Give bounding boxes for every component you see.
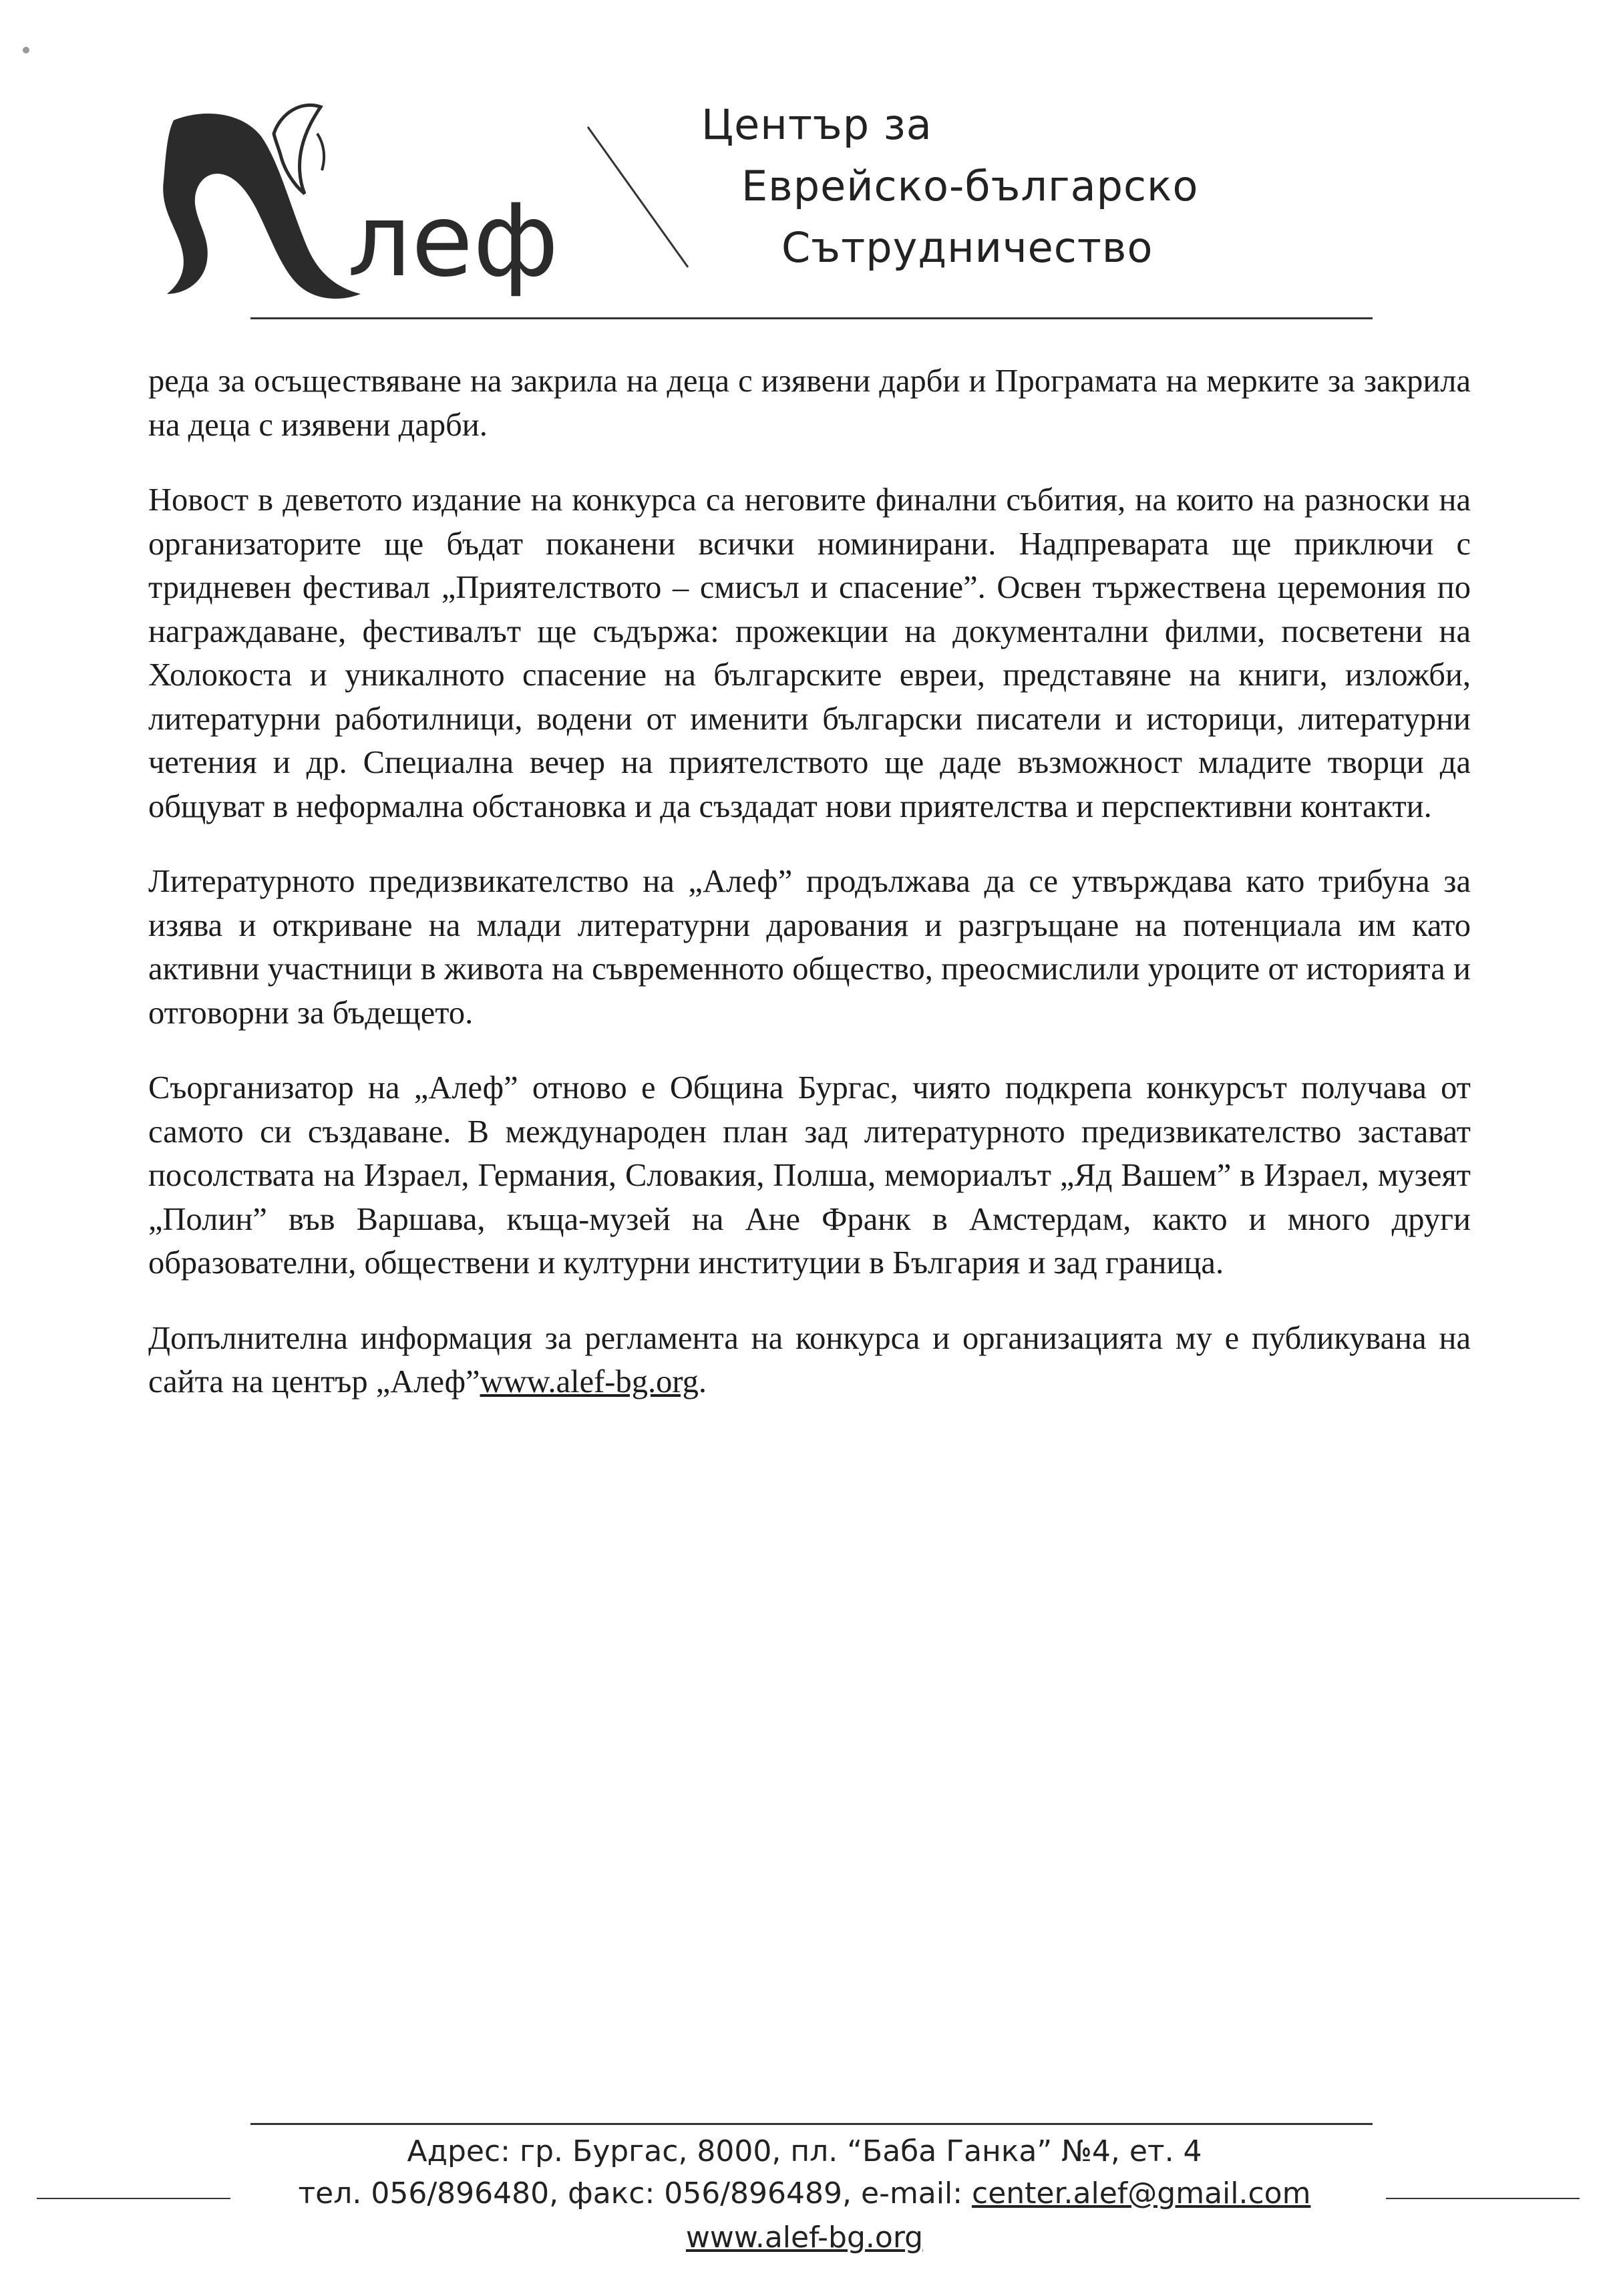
org-name-line-3: Сътрудничество: [781, 223, 1153, 272]
logo-text: леф: [347, 183, 559, 299]
footer-phone-fax: тел. 056/896480, факс: 056/896489, e-mail:: [298, 2176, 972, 2210]
paragraph-5-text: Допълнителна информация за регламента на конкурса и организацията му е публикувана на сайта на център „Алеф”: [148, 1320, 1471, 1400]
header-divider-slash: [581, 120, 695, 274]
org-name-line-1: Център за: [701, 100, 932, 149]
footer-rule-right: [1386, 2198, 1580, 2199]
paragraph-5: [148, 1317, 1471, 1404]
website-link[interactable]: www.alef-bg.org: [480, 1364, 699, 1400]
paragraph-5-end: .: [698, 1364, 707, 1400]
alef-logo: [147, 94, 561, 314]
footer-contacts: [0, 2176, 1609, 2210]
paragraph-1: реда за осъществяване на закрила на деца с изявени дарби и Програмата на мерките за закрила на деца с изявени дарби.: [148, 363, 1471, 443]
footer-website-link[interactable]: www.alef-bg.org: [685, 2221, 924, 2255]
scan-speck: [23, 47, 29, 53]
footer-address: Адрес: гр. Бургас, 8000, пл. “Баба Ганка” №4, ет. 4: [407, 2134, 1202, 2168]
footer-rule: [250, 2123, 1373, 2125]
footer-website-row: [0, 2221, 1609, 2255]
paragraph-3: Литературното предизвикателство на „Алеф” продължава да се утвърждава като трибуна за изява и откриване на млади литературни дарования и разгръщане на потенциала им като активни участници в живота на съвременното общество, преосмислили уроците от историята и отговорни за бъдещето.: [148, 864, 1471, 1031]
paragraph-4: Съорганизатор на „Алеф” отново е Община Бургас, чиято подкрепа конкурсът получава от самото си създаване. В международен план зад литературното предизвикателство застават посолствата на Израел, Германия, Словакия, Полша, мемориалът „Яд Вашем” в Израел, музеят „Полин” във Варшава, къща-музей на Ане Франк в Амстердам, както и много други образователни, обществени и културни институции в България и зад граница.: [148, 1070, 1471, 1281]
org-name-line-2: Еврейско-българско: [741, 162, 1199, 210]
letter-body: [148, 359, 1471, 1436]
footer-email-link[interactable]: center.alef@gmail.com: [972, 2176, 1311, 2210]
header-rule: [250, 317, 1373, 319]
paragraph-2: Новост в деветото издание на конкурса са неговите финални събития, на които на разноски на организаторите ще бъдат поканени всички номинирани. Надпреварата ще приключи с тридневен фестивал „Приятелството – смисъл и спасение”. Освен тържествена церемония по награждаване, фестивалът ще съдържа: прожекции на документални филми, посветени на Холокоста и уникалното спасение на българските евреи, представяне на книги, изложби, литературни работилници, водени от именити български писатели и историци, литературни четения и др. Специална вечер на приятелството ще даде възможност младите творци да общуват в неформална обстановка и да създадат нови приятелства и перспективни контакти.: [148, 482, 1471, 824]
